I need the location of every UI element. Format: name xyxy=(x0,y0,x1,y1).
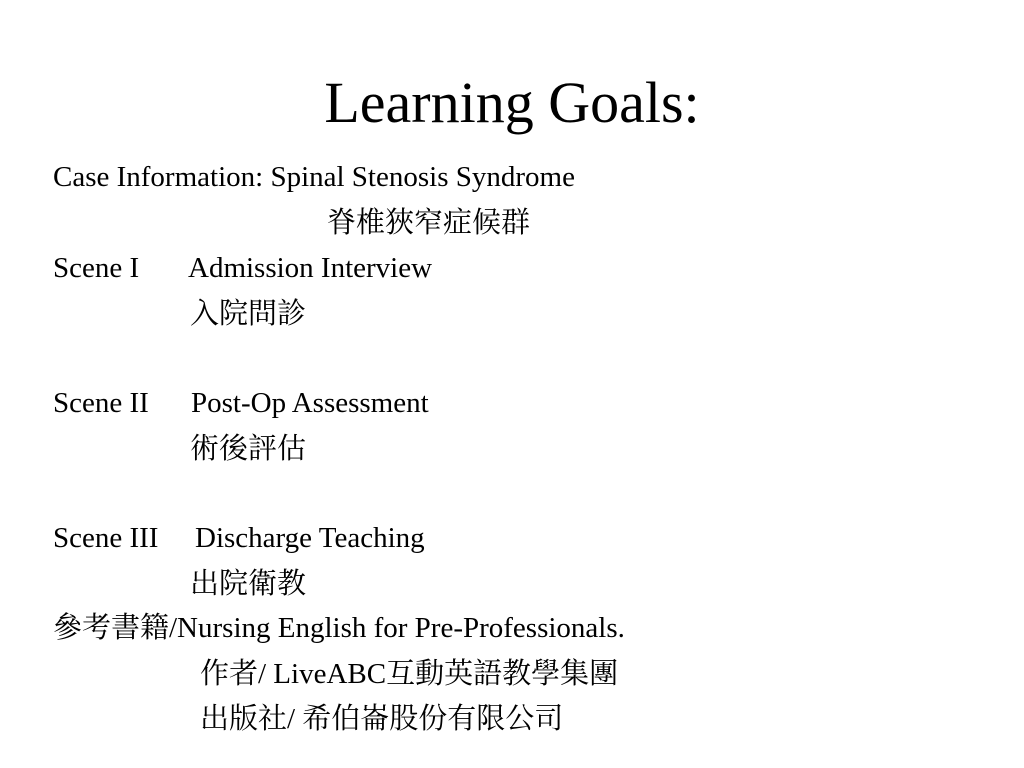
reference-book-line: 參考書籍/Nursing English for Pre-Professionals. xyxy=(53,612,625,644)
reference-author-line: 作者/ LiveABC互動英語教學集團 xyxy=(200,658,619,690)
reference-publisher-line: 出版社/ 希伯崙股份有限公司 xyxy=(200,703,564,735)
scene-2-number: Scene II xyxy=(53,387,149,419)
scene-3-number: Scene III xyxy=(53,522,159,554)
scene-2-title: Post-Op Assessment xyxy=(191,387,429,419)
scene-1-title: Admission Interview xyxy=(188,252,433,284)
scene-1-number: Scene I xyxy=(53,252,140,284)
case-information-chinese: 脊椎狹窄症候群 xyxy=(327,207,531,239)
scene-2-chinese: 術後評估 xyxy=(190,433,307,465)
slide-title: Learning Goals: xyxy=(324,70,700,135)
scene-3-title: Discharge Teaching xyxy=(195,522,425,554)
case-information-line: Case Information: Spinal Stenosis Syndrome xyxy=(53,161,575,193)
scene-1-chinese: 入院問診 xyxy=(190,298,307,330)
scene-3-chinese: 出院衛教 xyxy=(190,568,307,600)
